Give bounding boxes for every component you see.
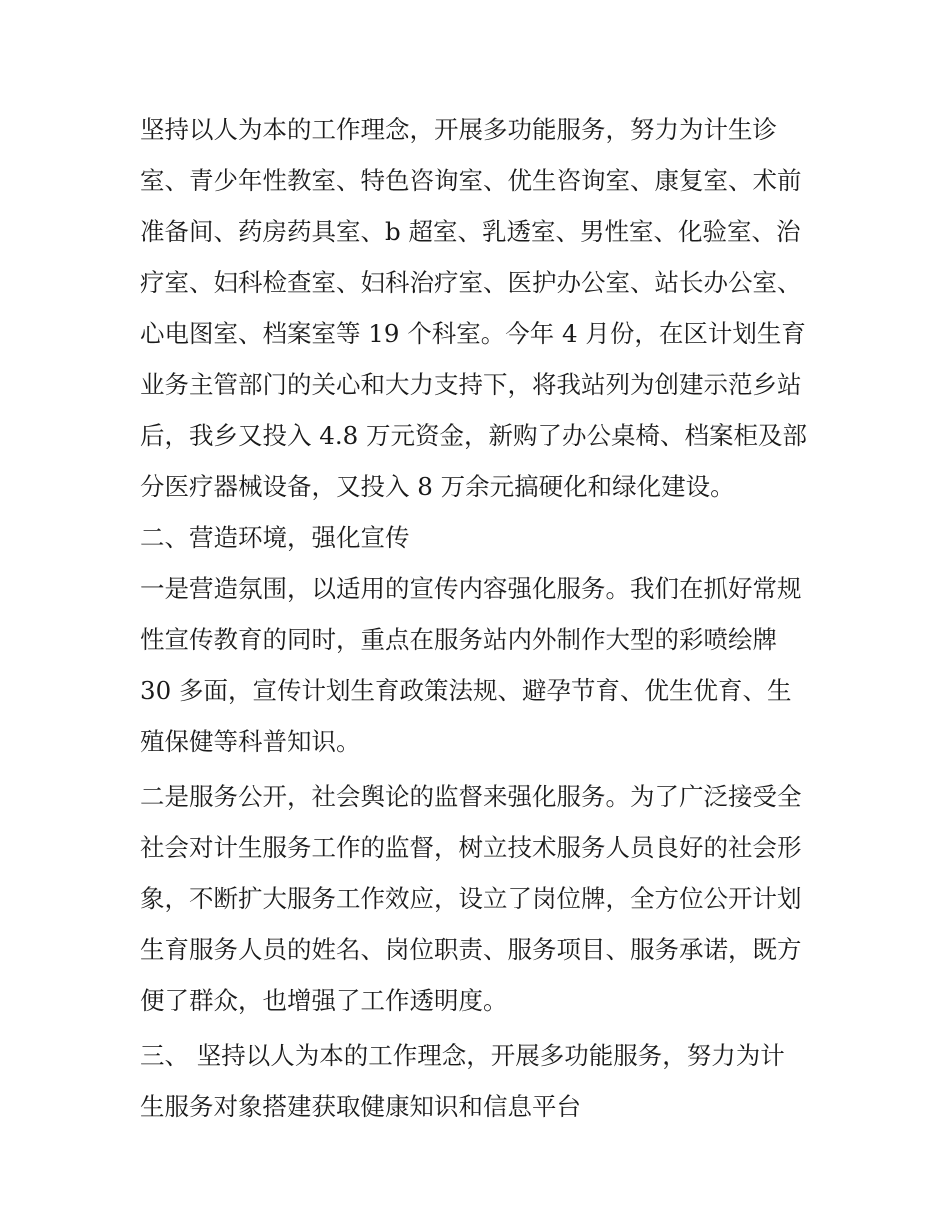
- paragraph-line: 象，不断扩大服务工作效应，设立了岗位牌，全方位公开计划: [140, 884, 802, 913]
- paragraph-line: 分医疗器械设备，又投入 8 万余元搞硬化和绿化建设。: [140, 472, 735, 501]
- document-body: [140, 104, 812, 1132]
- paragraph-line: 一是营造氛围，以适用的宣传内容强化服务。我们在抓好常规: [140, 574, 802, 603]
- paragraph-line: 30 多面，宣传计划生育政策法规、避孕节育、优生优育、生: [140, 676, 792, 705]
- paragraph-line: 便了群众，也增强了工作透明度。: [140, 986, 508, 1015]
- paragraph-line: 坚持以人为本的工作理念，开展多功能服务，努力为计生诊: [140, 115, 777, 144]
- paragraph-line: 心电图室、档案室等 19 个科室。今年 4 月份，在区计划生育: [140, 319, 806, 348]
- paragraph-line: 生育服务人员的姓名、岗位职责、服务项目、服务承诺，既方: [140, 935, 802, 964]
- paragraph-line: 后，我乡又投入 4.8 万元资金，新购了办公桌椅、档案柜及部: [140, 421, 808, 450]
- section-heading: 二、营造环境，强化宣传: [140, 523, 410, 552]
- section-heading: 生服务对象搭建获取健康知识和信息平台: [140, 1092, 581, 1121]
- paragraph-line: 疗室、妇科检查室、妇科治疗室、医护办公室、站长办公室、: [140, 268, 802, 297]
- section-heading: 三、 坚持以人为本的工作理念，开展多功能服务，努力为计: [140, 1041, 785, 1070]
- paragraph-line: 室、青少年性教室、特色咨询室、优生咨询室、康复室、术前: [140, 166, 802, 195]
- paragraph-line: 社会对计生服务工作的监督，树立技术服务人员良好的社会形: [140, 833, 802, 862]
- paragraph-line: 业务主管部门的关心和大力支持下，将我站列为创建示范乡站: [140, 370, 802, 399]
- paragraph-line: 准备间、药房药具室、b 超室、乳透室、男性室、化验室、治: [140, 217, 801, 246]
- paragraph-line: 性宣传教育的同时，重点在服务站内外制作大型的彩喷绘牌: [140, 625, 777, 654]
- paragraph-line: 殖保健等科普知识。: [140, 727, 361, 756]
- paragraph-line: 二是服务公开，社会舆论的监督来强化服务。为了广泛接受全: [140, 782, 802, 811]
